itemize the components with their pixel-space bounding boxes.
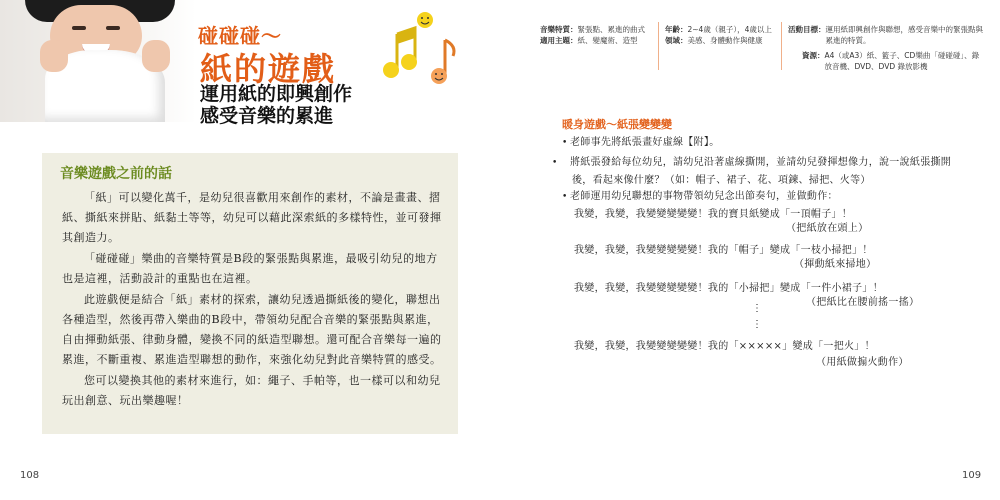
paragraph: 「碰碰碰」樂曲的音樂特質是B段的緊張點與累進，最吸引幼兒的地方也是這裡，活動設計的重點也在這裡。 bbox=[62, 252, 438, 285]
ellipsis: ⋮ bbox=[752, 303, 763, 314]
info-col-1: 音樂特質：緊張點、累進的曲式 適用主題：紙、變魔術、造型 bbox=[540, 25, 645, 45]
box-title: 音樂遊戲之前的話 bbox=[60, 166, 172, 182]
chant-action: （用紙做搧火動作） bbox=[816, 357, 909, 368]
chant-line: 我變，我變，我變變變變變！我的「×××××」變成「一把火」！ bbox=[574, 341, 875, 352]
paragraph: 此遊戲便是結合「紙」素材的探索，讓幼兒透過撕紙後的變化，聯想出各種造型，然後再帶入樂曲的B段中，帶領幼兒配合音樂的緊張點與累進，自由揮動紙張、律動身體，變換不同的紙造型聯想。還可配合音樂每一遍的累進，不斷重複、累進造型聯想的動作，來強化幼兒對此音樂特質的感受。 bbox=[62, 293, 442, 366]
chant-line: 我變，我變，我變變變變變！我的寶貝紙變成「一頂帽子」！ bbox=[574, 209, 853, 220]
bullet-icon: • bbox=[562, 192, 568, 202]
paragraph: 您可以變換其他的素材來進行，如：繩子、手帕等，也一樣可以和幼兒玩出創意、玩出樂趣喔！ bbox=[62, 374, 441, 407]
chant-action: （把紙放在頭上） bbox=[786, 223, 869, 234]
page-title: 紙的遊戲 bbox=[200, 50, 337, 88]
bullet-icon: • bbox=[562, 138, 568, 148]
info-col-3: 活動目標： 運用紙即興創作與聯想，感受音樂中的緊張點與累進的特質。 資源： A4（或A3）紙、籃子、CD樂曲「碰碰碰」、錄放音機、DVD、DVD 錄放影機 bbox=[788, 25, 983, 71]
ellipsis: ⋮ bbox=[752, 319, 763, 330]
child-photo bbox=[0, 0, 196, 122]
divider bbox=[781, 22, 782, 70]
section-title: 暖身遊戲～紙張變變變 bbox=[562, 118, 672, 131]
chant-action: （把紙比在腰前搖一搖） bbox=[806, 297, 920, 308]
bullet-2: • 將紙張發給每位幼兒，請幼兒沿著虛線撕開，並請幼兒發揮想像力，說一說紙張撕開後，看起來像什麼？（如：帽子、裙子、花、項鍊、掃把、火等） bbox=[562, 154, 957, 190]
bullet-3: • 老師運用幼兒聯想的事物帶領幼兒念出節奏句，並做動作： bbox=[562, 191, 838, 202]
bullet-1: • 老師事先將紙張畫好虛線【附】。 bbox=[562, 137, 720, 148]
music-note-icon bbox=[375, 10, 465, 100]
chant-action: （揮動紙來掃地） bbox=[794, 259, 877, 270]
paragraph: 「紙」可以變化萬千，是幼兒很喜歡用來創作的素材，不論是畫畫、摺紙、撕紙來拼貼、紙黏土等等，幼兒可以藉此深索紙的多樣特性，並可發揮其創造力。 bbox=[62, 191, 442, 244]
title-small: 碰碰碰～ bbox=[198, 24, 282, 48]
chant-line: 我變，我變，我變變變變變！我的「小掃把」變成「一件小裙子」！ bbox=[574, 283, 883, 294]
page-number-left: 108 bbox=[20, 470, 40, 481]
divider bbox=[658, 22, 659, 70]
info-col-2: 年齡：2∼4歲（親子），4歲以上 領域：美感、身體動作與健康 bbox=[665, 25, 772, 45]
bullet-icon: • bbox=[552, 158, 558, 168]
subtitle: 運用紙的即興創作 感受音樂的累進 bbox=[200, 83, 353, 127]
intro-text bbox=[62, 188, 442, 412]
page-number-right: 109 bbox=[962, 470, 982, 481]
chant-line: 我變，我變，我變變變變變！我的「帽子」變成「一枝小掃把」！ bbox=[574, 245, 873, 256]
